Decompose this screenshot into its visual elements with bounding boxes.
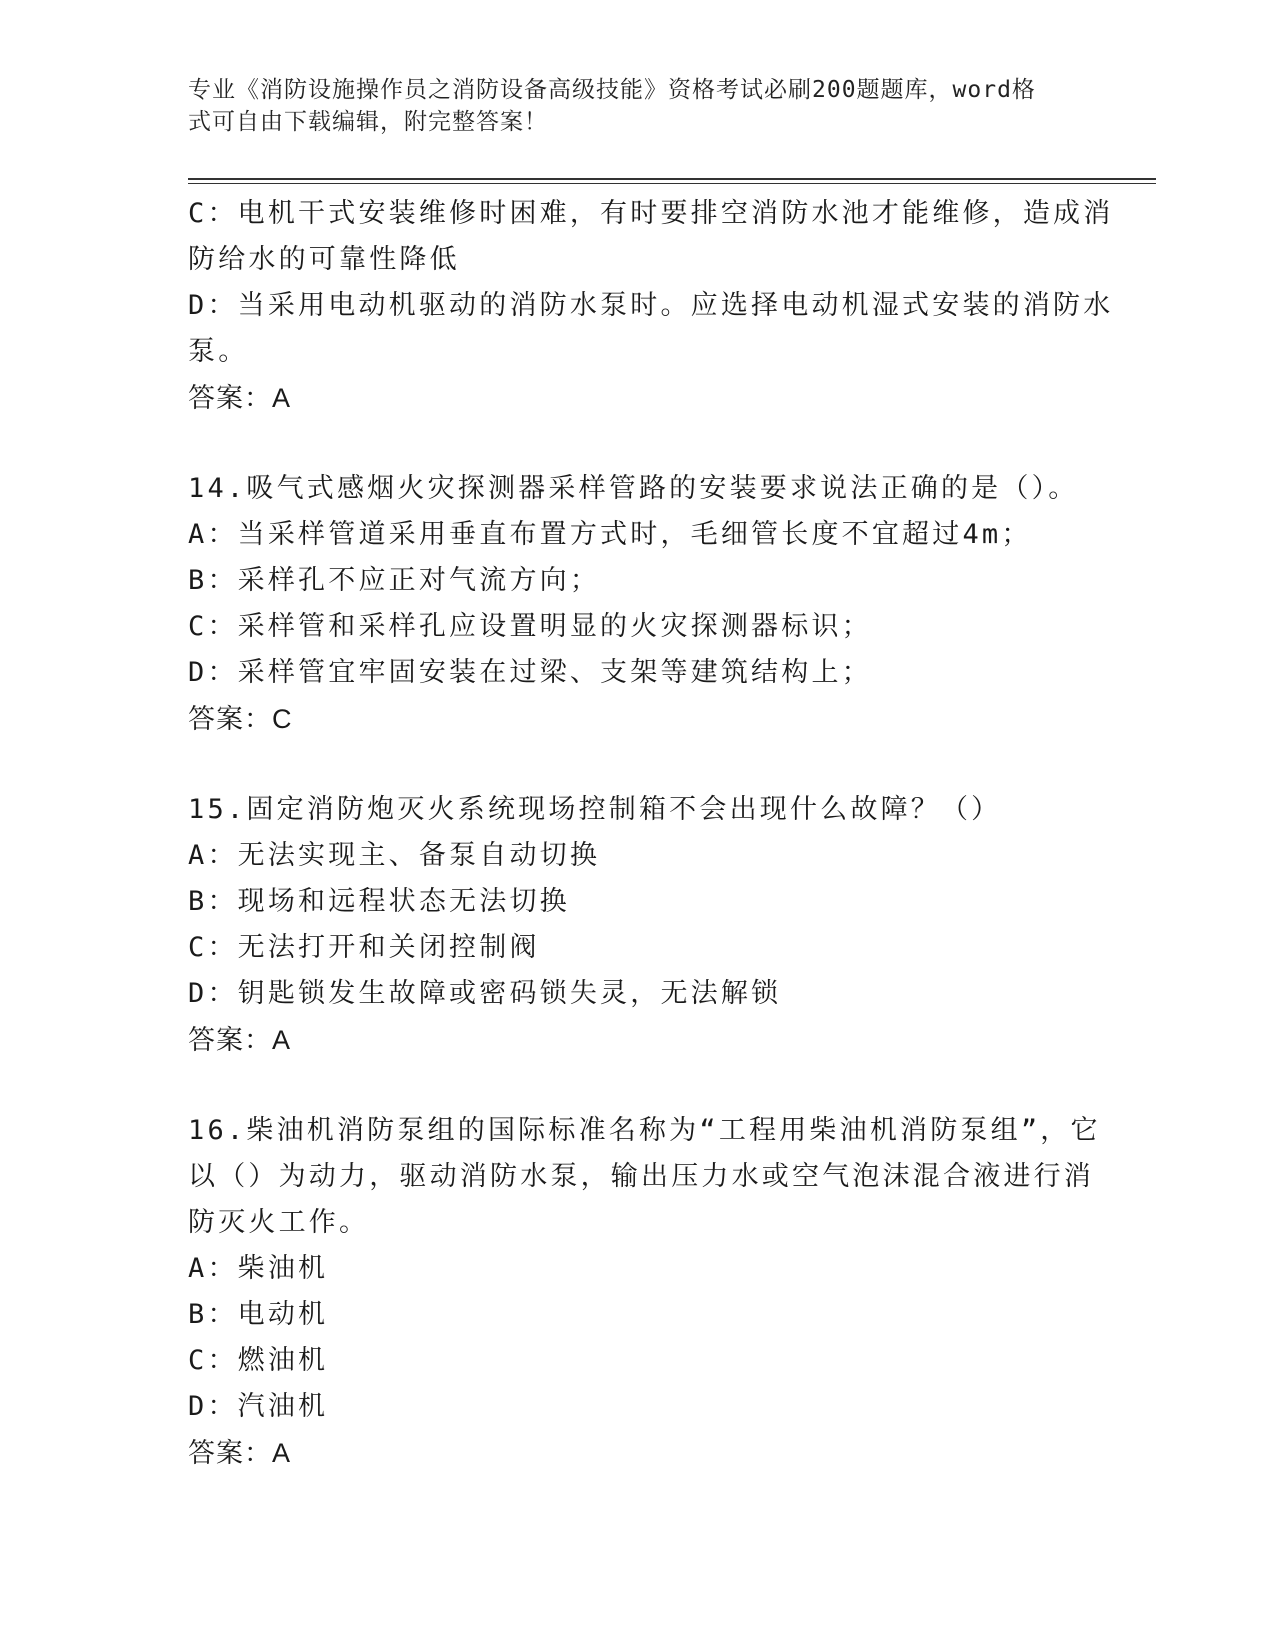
option-c-line-2: 防给水的可靠性降低: [188, 244, 460, 275]
question-16-text-line-3: 防灭火工作。: [188, 1207, 370, 1238]
question-15-option-a: A：无法实现主、备泵自动切换: [188, 840, 601, 871]
question-13-continued: [188, 191, 1114, 421]
question-14-option-c: C：采样管和采样孔应设置明显的火灾探测器标识；: [188, 611, 872, 642]
question-14-option-a: A：当采样管道采用垂直布置方式时，毛细管长度不宜超过4m；: [188, 519, 1032, 550]
option-c-line-1: C：电机干式安装维修时困难，有时要排空消防水池才能维修，造成消: [188, 198, 1114, 229]
question-16-text-line-1: 16.柴油机消防泵组的国际标准名称为“工程用柴油机消防泵组”，它: [188, 1115, 1101, 1146]
answer-16: 答案：A: [188, 1438, 292, 1468]
question-16-option-c: C：燃油机: [188, 1345, 329, 1376]
question-spacer: [188, 742, 1088, 787]
header-line-2: 式可自由下载编辑，附完整答案！: [188, 109, 548, 135]
question-15-option-c: C：无法打开和关闭控制阀: [188, 932, 540, 963]
answer-13: 答案：A: [188, 383, 292, 413]
header-line-1: 专业《消防设施操作员之消防设备高级技能》资格考试必刷200题题库，word格: [188, 77, 1036, 103]
answer-15: 答案：A: [188, 1025, 292, 1055]
question-14-option-b: B：采样孔不应正对气流方向；: [188, 565, 601, 596]
option-d-line-2: 泵。: [188, 336, 249, 367]
document-header: [188, 74, 1068, 138]
question-16-option-a: A：柴油机: [188, 1253, 329, 1284]
question-15-option-d: D：钥匙锁发生故障或密码锁失灵，无法解锁: [188, 978, 782, 1009]
question-15-text: 15.固定消防炮灭火系统现场控制箱不会出现什么故障？（）: [188, 794, 1002, 825]
header-divider-thin: [188, 183, 1156, 184]
question-16: [188, 1108, 1101, 1476]
question-spacer: [188, 1063, 1088, 1108]
question-16-option-d: D：汽油机: [188, 1391, 329, 1422]
question-14: [188, 466, 1088, 742]
answer-14: 答案：C: [188, 704, 293, 734]
question-spacer: [188, 421, 1088, 466]
question-14-text: 14.吸气式感烟火灾探测器采样管路的安装要求说法正确的是（）。: [188, 473, 1079, 504]
question-15-option-b: B：现场和远程状态无法切换: [188, 886, 570, 917]
question-16-text-line-2: 以（）为动力，驱动消防水泵，输出压力水或空气泡沫混合液进行消: [188, 1161, 1094, 1192]
question-15: [188, 787, 1088, 1063]
header-divider-thick: [188, 178, 1156, 180]
document-body: [188, 191, 1114, 1476]
option-d-line-1: D：当采用电动机驱动的消防水泵时。应选择电动机湿式安装的消防水: [188, 290, 1114, 321]
question-14-option-d: D：采样管宜牢固安装在过梁、支架等建筑结构上；: [188, 657, 872, 688]
question-16-option-b: B：电动机: [188, 1299, 329, 1330]
